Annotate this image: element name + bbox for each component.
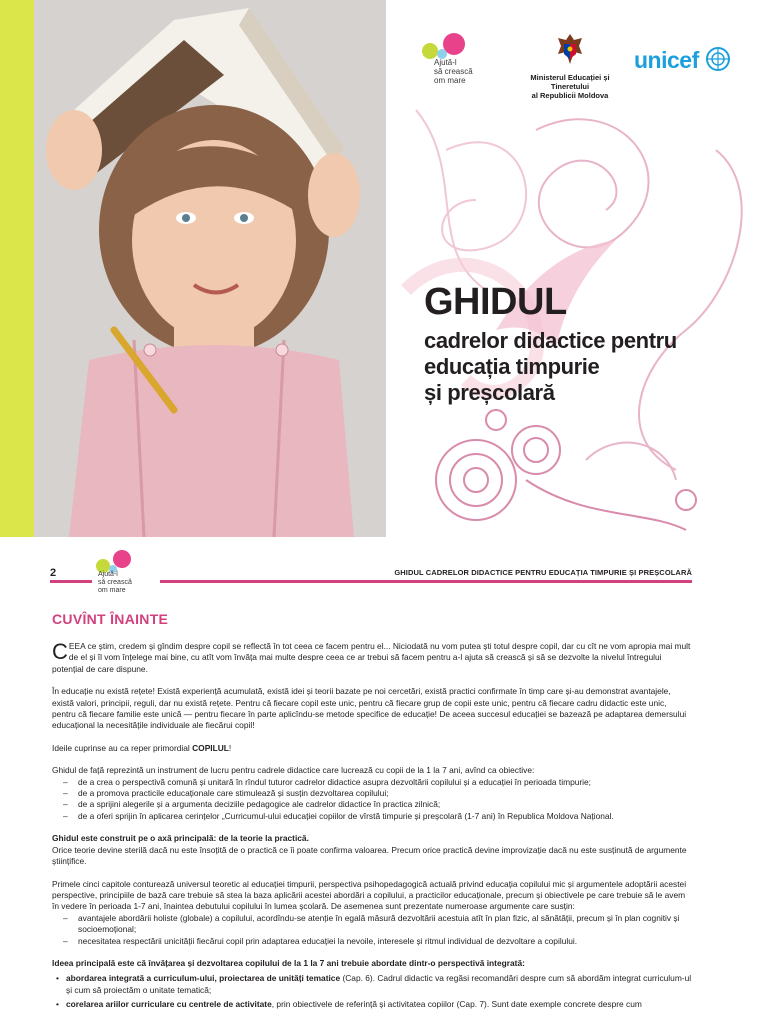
page-number: 2 bbox=[50, 567, 57, 579]
paragraph-intro bbox=[52, 641, 692, 675]
unicef-logo bbox=[634, 46, 731, 74]
ministry-name-line-1: Ministerul Educației și Tineretului bbox=[530, 73, 610, 91]
list-item: – de a promova practicile educaționale care stimulează și susțin dezvoltarea copilului; bbox=[52, 788, 692, 799]
ministry-name-line-2: al Republicii Moldova bbox=[531, 91, 609, 100]
header-rule-left bbox=[50, 580, 92, 583]
paragraph-intro-text: EEA ce știm, credem și gîndim despre copil se reflectă în tot ceea ce facem pentru el... Niciodată nu vom putea ști totul despre copil, dar cu cît ne vom apropia mai mult de el și îl vom înțelege mai bine, cu atît vom învăța mai multe despre ceea ce ar trebui să facem pentru a-l ajuta să crească și să se dezvolte la nivelul întregului potențial de care dispune. bbox=[52, 641, 691, 674]
list-item: – de a crea o perspectivă comună și unitară în rîndul tuturor cadrelor didactice asupra dezvoltării copilului și a educației în perioada timpurie; bbox=[52, 777, 692, 788]
paragraph-main-idea bbox=[52, 958, 692, 969]
list-item bbox=[52, 973, 692, 996]
child-focus-bold: COPILUL bbox=[192, 742, 229, 753]
ajuta-l-logo-small bbox=[94, 549, 154, 595]
child-focus-text: Ideile cuprinse au ca reper primordial bbox=[52, 742, 193, 753]
cover-subtitle-line-2: educația timpurie bbox=[424, 354, 600, 379]
unicef-wordmark: unicef bbox=[634, 47, 699, 73]
bullet-bold: abordarea integrată a curriculum-ului, proiectarea de unități tematice bbox=[66, 973, 341, 984]
section-title: CUVÎNT ÎNAINTE bbox=[52, 611, 169, 627]
paragraph-chapters: Primele cinci capitole conturează universul teoretic al educației timpurii, perspectiva psihopedagogică actuală privind educația copilului mic și argumentele adoptării acestei perspective, principiile de bază care trebuie să stea la baza aplicării acestei abordări a copilului, a practicilor educaționale, precum și obiectivele pe care trebuie să le avem în vedere în perioada 1-7 ani, înaintea debutului copilului în lumea școlară. De asemenea sunt prezentate numeroase argumente care susțin: bbox=[52, 878, 687, 912]
cover-photo-child-with-book bbox=[34, 0, 386, 537]
list-item bbox=[52, 999, 692, 1010]
unicef-emblem-icon bbox=[705, 46, 731, 72]
logo-line-1: Ajută-l bbox=[434, 58, 457, 67]
logo-line-3: om mare bbox=[98, 587, 126, 594]
logo-line-3: om mare bbox=[434, 76, 466, 85]
list-item: – de a oferi sprijin în aplicarea cerințelor „Curricumul-ului educației copiilor de vîrstă timpurie și preșcolară (1-7 ani) în Republica Moldova Național. bbox=[52, 811, 692, 822]
list-item: – avantajele abordării holiste (globale) a copilului, acordîndu-se atenție în egală măsură dezvoltării acestuia atît în plan fizic, al sănătății, precum și în plan cognitiv și socioemoțional; bbox=[52, 913, 692, 936]
running-header: GHIDUL CADRELOR DIDACTICE PENTRU EDUCAȚIA TIMPURIE ȘI PREȘCOLARĂ bbox=[394, 568, 692, 577]
paragraph-objectives-intro: Ghidul de față reprezintă un instrument de lucru pentru cadrele didactice care lucrează cu copii de la 1 la 7 ani, avînd ca obiective: bbox=[52, 765, 535, 776]
list-item: – de a sprijini alegerile și a argumenta deciziile pedagogice ale cadrelor didactice în practica zilnică; bbox=[52, 799, 692, 810]
main-idea-bold: Ideea principală este că învățarea și dezvoltarea copilului de la 1 la 7 ani trebuie abordate dintr-o perspectivă integrată: bbox=[52, 957, 525, 968]
list-item: – necesitatea respectării unicității fiecărui copil prin adaptarea educației la nevoile, interesele și ritmul individual de dezvoltare a copilului. bbox=[52, 936, 692, 947]
bullet-bold: corelarea ariilor curriculare cu centrele de activitate bbox=[66, 999, 272, 1010]
green-side-bar bbox=[0, 0, 34, 537]
logo-line-2: să crească bbox=[98, 579, 132, 586]
arguments-list bbox=[52, 913, 692, 947]
child-focus-end: ! bbox=[228, 742, 232, 753]
logo-line-1: Ajută-l bbox=[98, 571, 118, 578]
logo-line-2: să crească bbox=[434, 67, 473, 76]
paragraph-recipes: În educație nu există rețete! Există experiență acumulată, există idei și teorii bazate pe noi cercetări, există practici confirmate în timp care și-au demonstrat avantajele, există valori, principii, reguli, dar nu există rețete. Pentru că fiecare copil este unic, pentru că fiecare grup de copii este unic, pentru că fiecare cadru didactic este unic, pentru că fiecare familie este unică — pentru fiecare în parte aplicîndu-se metode specifice de educație! De aceea succesul educației se bazează pe adaptarea demersului educațional la necesitățile individuale ale fiecărui copil! bbox=[52, 686, 687, 731]
axis-heading: Ghidul este construit pe o axă principală: de la teorie la practică. bbox=[52, 833, 309, 844]
moldova-coat-of-arms-icon bbox=[555, 32, 585, 66]
foreword-page bbox=[0, 537, 768, 1024]
ajuta-l-logo bbox=[420, 32, 490, 92]
objectives-list bbox=[52, 777, 692, 823]
cover-title: GHIDUL bbox=[424, 281, 567, 323]
paragraph-axis bbox=[52, 833, 692, 867]
body-text bbox=[52, 641, 692, 1014]
bullet-text: , prin obiectivele de referință și activitatea copiilor (Cap. 7). Sunt date exemple concrete despre cum bbox=[271, 999, 642, 1010]
bullet-text: (Cap. 6). Cadrul didactic va regăsi recomandări despre cum să abordăm integrat curriculum-ul și cum să proiectăm o unitate tematică; bbox=[66, 973, 692, 995]
integrated-approach-list bbox=[52, 973, 692, 1010]
cover-subtitle-line-1: cadrelor didactice pentru bbox=[424, 328, 677, 353]
cover-title-block bbox=[424, 282, 677, 406]
axis-text: Orice teorie devine sterilă dacă nu este însoțită de o practică ce îi poate confirma valoarea. Precum orice practică devine improvizație dacă nu este susținută de argumente științifice. bbox=[52, 844, 687, 867]
paragraph-child-focus bbox=[52, 743, 692, 754]
ministry-logo bbox=[512, 32, 628, 100]
drop-cap: C bbox=[52, 639, 68, 664]
cover-subtitle-line-3: și preșcolară bbox=[424, 380, 555, 405]
header-rule bbox=[160, 580, 692, 583]
